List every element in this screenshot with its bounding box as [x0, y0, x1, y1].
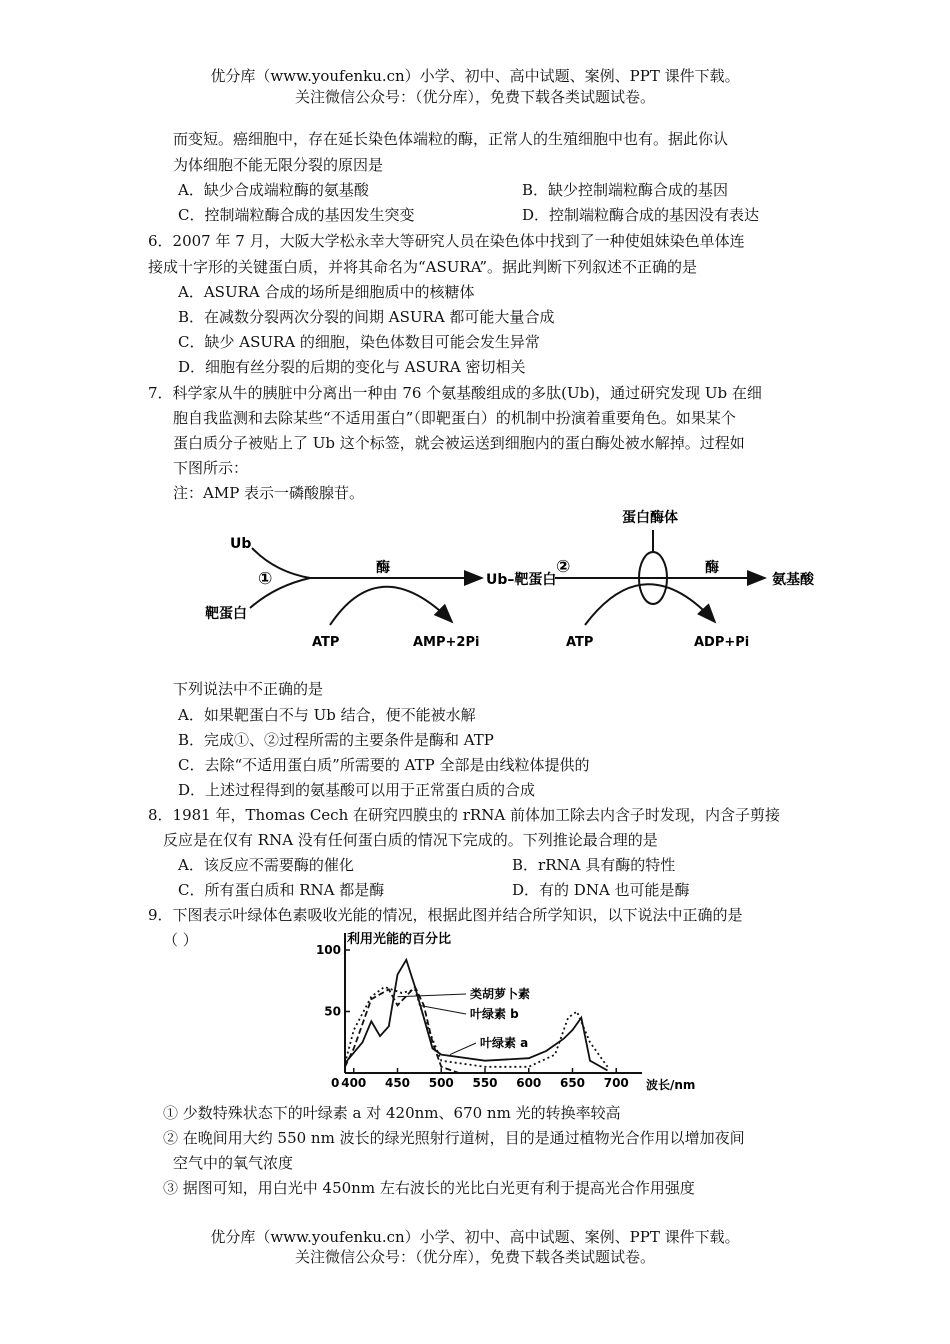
enzyme-label-1: 酶 [376, 560, 390, 576]
header-line-2: 关注微信公众号：（优分库），免费下载各类试题试卷。 [294, 88, 655, 106]
x-tick-label-550: 550 [472, 1076, 498, 1090]
q6-option-c: C．缺少 ASURA 的细胞，染色体数目可能会发生异常 [178, 333, 540, 351]
ub-label: Ub [230, 536, 252, 552]
x-tick-label-450: 450 [384, 1076, 411, 1090]
chart-title: 利用光能的百分比 [347, 932, 452, 947]
adp-pi-label: ADP+Pi [694, 635, 750, 650]
q5-option-b: B．缺少控制端粒酶合成的基因 [522, 181, 729, 199]
atp-adp-arc-2 [585, 584, 715, 625]
q8-option-a: A．该反应不需要酶的催化 [178, 856, 354, 874]
footer-line-1: 优分库（www.youfenku.cn）小学、初中、高中试题、案例、PPT 课件下载。 [210, 1228, 740, 1246]
q5-option-d: D．控制端粒酶合成的基因没有表达 [522, 206, 760, 224]
q7-option-a: A．如果靶蛋白不与 Ub 结合，便不能被水解 [178, 706, 476, 724]
origin-label: 0 [331, 1076, 340, 1090]
x-tick-label-500: 500 [428, 1076, 454, 1090]
ubiquitin-pathway-diagram [0, 500, 950, 660]
q5-stem-line-2: 为体细胞不能无限分裂的原因是 [173, 156, 384, 174]
q7-option-d: D．上述过程得到的氨基酸可以用于正常蛋白质的合成 [178, 781, 536, 799]
footer-line-2: 关注微信公众号：（优分库），免费下载各类试题试卷。 [294, 1248, 655, 1266]
pigment-absorption-chart [300, 925, 720, 1095]
amino-acid-label: 氨基酸 [772, 572, 814, 588]
q7-stem-line-4: 下图所示： [173, 459, 249, 477]
step-1-label: ① [258, 569, 273, 589]
q6-stem-line-2: 接成十字形的关键蛋白质，并将其命名为“ASURA”。据此判断下列叙述不正确的是 [148, 258, 698, 276]
q6-option-a: A．ASURA 合成的场所是细胞质中的核糖体 [178, 283, 475, 301]
ub-target-complex-label: Ub–靶蛋白 [486, 572, 557, 588]
q8-option-b: B．rRNA 具有酶的特性 [512, 856, 676, 874]
q9-answer-paren: （ ） [163, 931, 198, 949]
series-leader-0 [398, 994, 467, 997]
q5-option-c: C．控制端粒酶合成的基因发生突变 [178, 206, 415, 224]
q7-ask: 下列说法中不正确的是 [173, 680, 324, 698]
series-label-1: 叶绿素 b [470, 1007, 519, 1021]
q9-statement-3: ③ 据图可知，用白光中 450nm 左右波长的光比白光更有利于提高光合作用强度 [163, 1179, 695, 1197]
header-line-1: 优分库（www.youfenku.cn）小学、初中、高中试题、案例、PPT 课件下载。 [210, 67, 740, 85]
y-tick-label-50: 50 [324, 1004, 341, 1019]
q9-stem: 9．下图表示叶绿体色素吸收光能的情况，根据此图并结合所学知识，以下说法中正确的是 [148, 906, 743, 924]
q7-stem-line-2: 胞自我监测和去除某些“不适用蛋白”（即靶蛋白）的机制中扮演着重要角色。如果某个 [173, 409, 736, 427]
q8-option-c: C．所有蛋白质和 RNA 都是酶 [178, 881, 385, 899]
series-label-0: 类胡萝卜素 [470, 987, 531, 1001]
x-tick-label-600: 600 [516, 1076, 542, 1090]
x-tick-label-400: 400 [341, 1076, 367, 1090]
atp-label-2: ATP [566, 635, 594, 650]
atp-label-1: ATP [312, 635, 340, 650]
step-2-label: ② [556, 557, 571, 577]
q9-statement-1: ① 少数特殊状态下的叶绿素 a 对 420nm、670 nm 光的转换率较高 [163, 1104, 621, 1122]
q8-option-d: D．有的 DNA 也可能是酶 [512, 881, 690, 899]
q6-option-b: B．在减数分裂两次分裂的间期 ASURA 都可能大量合成 [178, 308, 555, 326]
q9-statement-2-line-2: 空气中的氧气浓度 [173, 1154, 294, 1172]
q7-stem-line-3: 蛋白质分子被贴上了 Ub 这个标签，就会被运送到细胞内的蛋白酶处被水解掉。过程如 [173, 434, 745, 452]
series-leader-2 [450, 1043, 476, 1055]
q9-statement-2-line-1: ② 在晚间用大约 550 nm 波长的绿光照射行道树，目的是通过植物光合作用以增加夜间 [163, 1129, 745, 1147]
q7-option-c: C．去除“不适用蛋白质”所需要的 ATP 全部是由线粒体提供的 [178, 756, 590, 774]
q6-stem-line-1: 6．2007 年 7 月，大阪大学松永幸大等研究人员在染色体中找到了一种使姐妹染色单体连 [148, 232, 745, 250]
q8-stem-line-2: 反应是在仅有 RNA 没有任何蛋白质的情况下完成的。下列推论最合理的是 [163, 831, 658, 849]
q7-option-b: B．完成①、②过程所需的主要条件是酶和 ATP [178, 731, 494, 749]
atp-amp-arc-1 [330, 587, 452, 625]
q5-stem-line-1: 而变短。癌细胞中，存在延长染色体端粒的酶，正常人的生殖细胞中也有。据此你认 [173, 130, 729, 148]
q7-note: 注：AMP 表示一磷酸腺苷。 [173, 484, 365, 502]
y-tick-label-100: 100 [315, 943, 341, 957]
target-protein-label: 靶蛋白 [205, 606, 247, 622]
series-label-2: 叶绿素 a [480, 1036, 529, 1050]
q7-stem-line-1: 7．科学家从牛的胰脏中分离出一种由 76 个氨基酸组成的多肽(Ub)，通过研究发现 Ub 在细 [148, 384, 762, 402]
x-tick-label-650: 650 [559, 1076, 586, 1090]
enzyme-label-2: 酶 [705, 560, 719, 576]
q6-option-d: D．细胞有丝分裂的后期的变化与 ASURA 密切相关 [178, 358, 526, 376]
amp-2pi-label: AMP+2Pi [413, 635, 480, 650]
x-tick-label-700: 700 [603, 1076, 629, 1090]
q8-stem-line-1: 8．1981 年，Thomas Cech 在研究四膜虫的 rRNA 前体加工除去内含子时发现，内含子剪接 [148, 806, 780, 824]
x-axis-label: 波长/nm [646, 1078, 696, 1092]
proteasome-label: 蛋白酶体 [622, 510, 678, 526]
q5-option-a: A．缺少合成端粒酶的氨基酸 [178, 181, 369, 199]
